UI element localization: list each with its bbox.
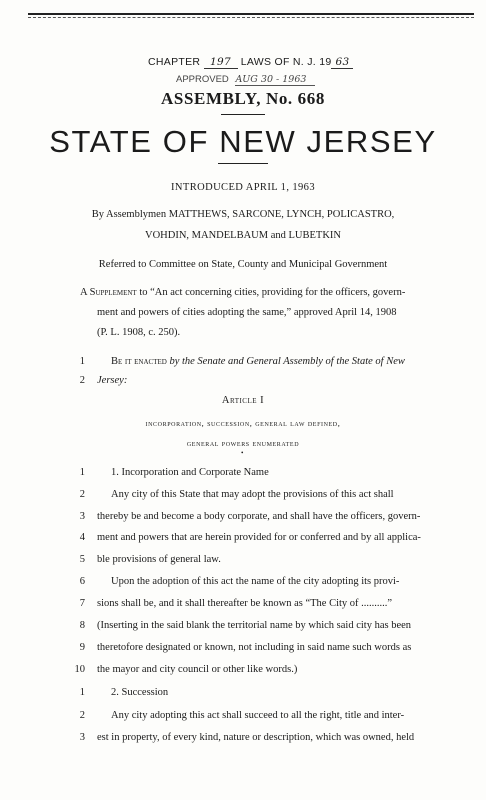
body-line: thereby be and become a body corporate, and shall have the officers, govern- [97,511,421,522]
chapter-laws-label: LAWS OF N. J. 19 [240,56,332,68]
line-number: 1 [79,467,85,478]
body-line: ble provisions of general law. [97,554,221,565]
approved-stamp [176,74,315,86]
line-number: 6 [79,576,85,587]
body-line: sions shall be, and it shall thereafter be known as “The City of ..........” [97,598,393,609]
enacting-text: by the Senate and General Assembly of the State of New [166,356,405,367]
article-heading: Article I [221,395,265,406]
body-line: est in property, of every kind, nature or description, which was owned, held [97,732,415,743]
body-line: (Inserting in the said blank the territorial name by which said city has been [97,620,412,631]
top-border-rule [28,13,474,15]
chapter-year: 63 [331,56,353,69]
body-line: the mayor and city council or other like words.) [97,664,298,675]
approved-date: AUG 30 - 1963 [235,74,315,86]
line-number: 5 [79,554,85,565]
top-border-rule-dashed [28,17,474,18]
chapter-stamp [148,56,353,69]
line-number: 9 [79,642,85,653]
body-line: Any city of this State that may adopt the provisions of this act shall [111,489,394,500]
line-number: 1 [79,356,85,367]
decorative-dot: • [241,449,244,457]
line-number: 2 [79,710,85,721]
line-number: 10 [74,664,85,675]
title-line-2: ment and powers of cities adopting the same,” approved April 14, 1908 [97,307,397,318]
state-rule [218,163,268,164]
bill-rule [221,114,265,115]
line-number: 2 [79,375,85,386]
sponsors-line-1: By Assemblymen MATTHEWS, SARCONE, LYNCH, POLICASTRO, [91,209,395,220]
enacting-clause-end: Jersey: [97,375,128,386]
line-number: 3 [79,732,85,743]
body-line: 1. Incorporation and Corporate Name [111,467,269,478]
body-line: ment and powers that are herein provided for or conferred and by all applica- [97,532,421,543]
body-line: theretofore designated or known, not including in said name such words as [97,642,412,653]
line-number: 3 [79,511,85,522]
chapter-number: 197 [204,56,238,69]
line-number: 7 [79,598,85,609]
state-title: STATE OF NEW JERSEY [49,124,437,159]
bill-number: ASSEMBLY, No. 668 [161,89,325,108]
body-line: 2. Succession [111,687,169,698]
title-lead: A Supplement [80,287,137,298]
title-line-1-text: to “An act concerning cities, providing for the officers, govern- [136,287,406,298]
body-line: Upon the adoption of this act the name of the city adopting its provi- [111,576,400,587]
article-subheading-1: incorporation, succession, general law defined, [145,418,341,428]
line-number: 1 [79,687,85,698]
line-number: 8 [79,620,85,631]
body-line: Any city adopting this act shall succeed to all the right, title and inter- [111,710,405,721]
sponsors-line-2: VOHDIN, MANDELBAUM and LUBETKIN [145,230,341,241]
introduced-date: INTRODUCED APRIL 1, 1963 [171,182,315,193]
title-line-3: (P. L. 1908, c. 250). [97,327,181,338]
line-number: 2 [79,489,85,500]
approved-label: APPROVED [176,74,229,85]
title-line-1 [80,287,405,298]
line-number: 4 [79,532,85,543]
committee-referral: Referred to Committee on State, County and Municipal Government [98,259,388,270]
enacting-clause [111,356,405,367]
enacting-lead: Be it enacted [111,356,167,367]
chapter-prefix: CHAPTER [148,56,201,68]
article-subheading-2: general powers enumerated [186,438,300,448]
